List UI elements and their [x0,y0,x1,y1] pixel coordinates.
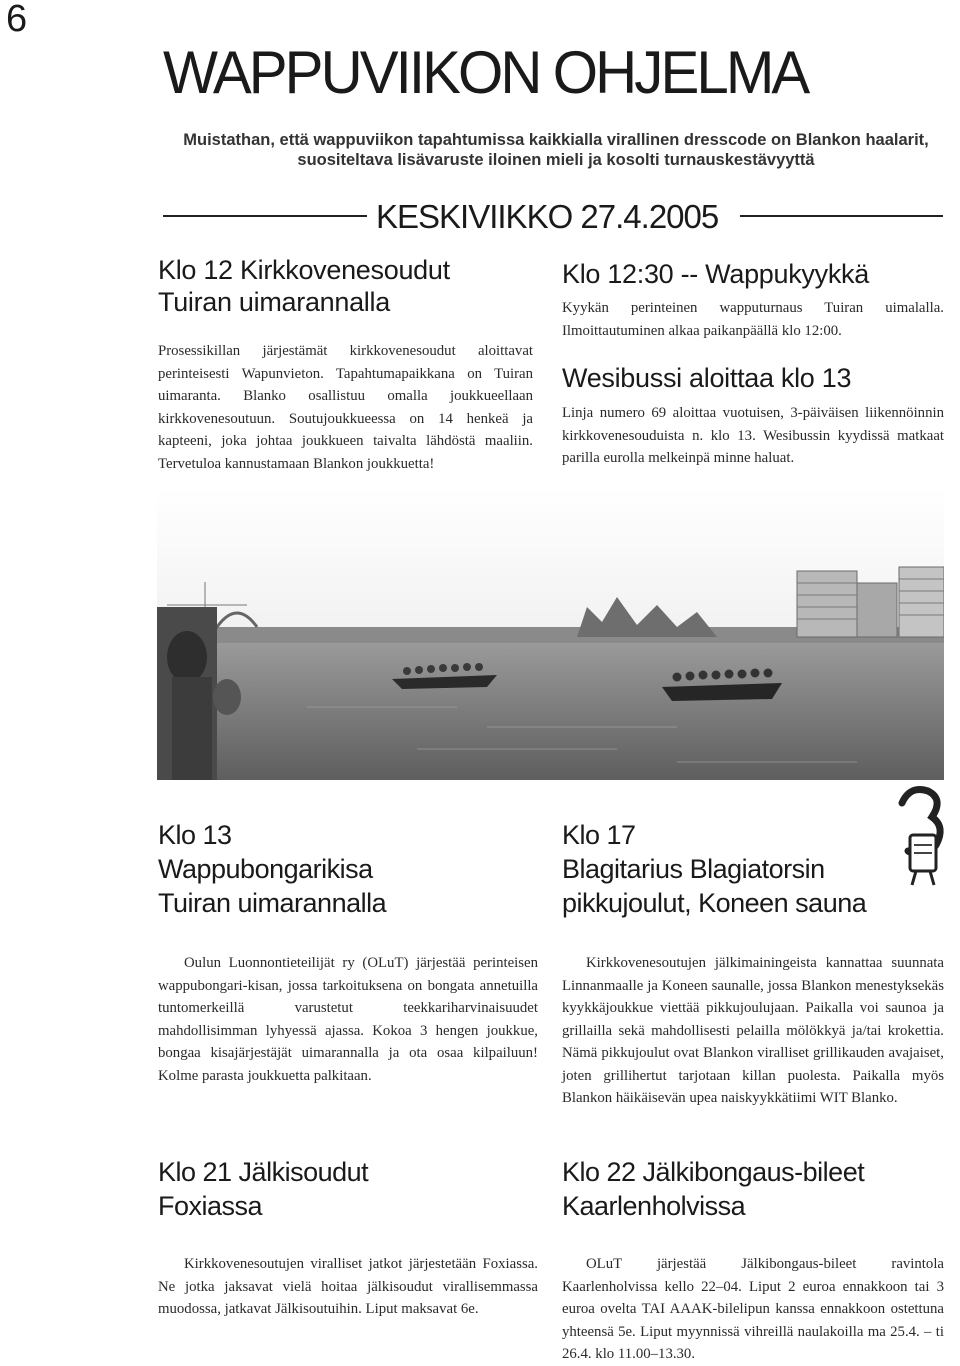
date-header: KESKIVIIKKO 27.4.2005 [376,198,719,235]
event-text: Kirkkovenesoutujen viralliset jatkot järjestetään Foxiassa. Ne jotka jaksavat vielä hoitaa jälkisoudut virallisemmassa muodossa, jatkavat Jälkisoutuihin. Liput maksavat 6e. [158,1256,538,1317]
event-wesibussi [562,362,944,470]
event-jalkisoudut [158,1155,538,1321]
event-heading: Wappubongarikisa [158,854,373,884]
event-kirkkovenesoudut [158,254,548,475]
event-jalkibongaus [562,1155,944,1366]
event-heading: Klo 12 Kirkkovenesoudut [158,255,450,285]
event-heading: Klo 22 Jälkibongaus-bileet [562,1157,865,1187]
event-pikkujoulut [562,818,944,1110]
event-heading: Kaarlenholvissa [562,1191,746,1221]
rowing-photo-image [157,487,944,780]
event-heading: Foxiassa [158,1191,263,1221]
event-heading: Tuiran uimarannalla [158,888,387,918]
event-text: Oulun Luonnontieteilijät ry (OLuT) järjestää perinteisen wappubongari-kisan, jossa tarkoituksena on bongata annetuilla tuntomerkeillä varustetut teekkariharvinaisuudet mahdollisimman lyhyessä ajassa. Kokoa 3 hengen joukkue, bongaa kisajärjestäjät uimarannalla ja ota osaa kilpailuun! Kolme parasta joukkuetta palkitaan. [158,955,538,1084]
event-text: Kyykän perinteinen wapputurnaus Tuiran uimalalla. Ilmoittautuminen alkaa paikanpäällä klo 12:00. [562,300,944,339]
intro-text: Muistathan, että wappuviikon tapahtumissa kaikkialla virallinen dresscode on Blankon haalarit, suositeltava lisävaruste iloinen mieli ja kosolti turnauskestävyyttä [183,131,929,169]
event-heading: pikkujoulut, Koneen sauna [562,888,867,918]
date-rule-left [163,215,367,217]
event-heading: Klo 12:30 -- Wappukyykkä [562,259,869,289]
page-title: WAPPUVIIKON OHJELMA [163,39,808,106]
event-text: Prosessikillan järjestämät kirkkovenesoudut aloittavat perinteisesti Wapunvieton. Tapahtumapaikkana on Tuiran uimaranta. Blanko osallistuu omalla joukkueellaan kirkkovenesoutuun. Soutujoukkueessa on 14 henkeä ja kapteeni, joka johtaa joukkueen taivalta lähdöstä maaliin. Tervetuloa kannustamaan Blankon joukkuetta! [158,343,533,472]
event-heading: Wesibussi aloittaa klo 13 [562,363,852,393]
event-text: OLuT järjestää Jälkibongaus-bileet ravintola Kaarlenholvissa kello 22–04. Liput 2 euroa ennakkoon tai 3 euroa ovelta TAI AAAK-bilelipun kanssa ennakkoon ostettuna yhteensä 5e. Liput myynnissä vihreillä naulakoilla ma 25.4. – ti 26.4. klo 11.00–13.30. [562,1256,944,1362]
event-heading: Klo 17 [562,820,636,850]
event-heading: Klo 13 [158,820,232,850]
event-text: Kirkkovenesoutujen jälkimainingeista kannattaa suunnata Linnanmaalle ja Koneen saunalle, jossa Blankon menestyksekäs kyykkäjoukkue viettää pikkujoulujaan. Paikalla voi saunoa ja grillailla sekä mahdollisesti pelailla mölökkyä ja/tai krokettia. Nämä pikkujoulut ovat Blankon viralliset grillikauden avajaiset, joten grillihertut tarjotaan killan puolesta. Paikalla myös Blankon häikäisevän upea naiskyykkätiimi WIT Blanko. [562,955,944,1106]
date-rule-right [740,215,943,217]
rowing-photo [157,487,944,780]
event-text: Linja numero 69 aloittaa vuotuisen, 3-päiväisen liikennöinnin kirkkovenesouduista n. klo 13. Wesibussin kyydissä matkaat parilla eurolla melkeinpä minne haluat. [562,405,944,466]
event-wappukyykka [562,258,944,342]
page-number: 6 [6,0,28,40]
event-heading: Klo 21 Jälkisoudut [158,1157,369,1187]
event-wappubongarikisa [158,818,538,1087]
event-heading: Tuiran uimarannalla [158,287,390,317]
event-heading: Blagitarius Blagiatorsin [562,854,825,884]
